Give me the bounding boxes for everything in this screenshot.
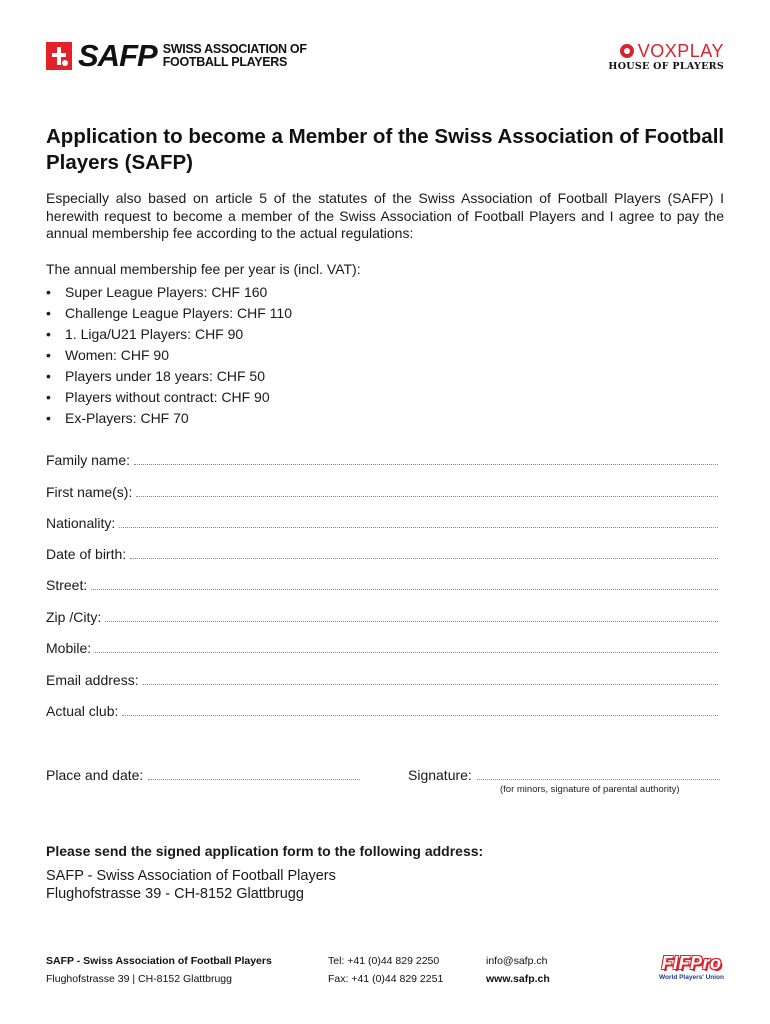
fifpro-tagline: World Players' Union — [659, 974, 724, 981]
first-name-input[interactable] — [136, 484, 718, 497]
footer-org-name: SAFP - Swiss Association of Football Players — [46, 955, 272, 967]
safp-logo — [46, 38, 307, 73]
nationality-field[interactable] — [46, 515, 718, 531]
date-of-birth-label: Date of birth: — [46, 546, 127, 562]
zip-city-field[interactable] — [46, 609, 718, 625]
actual-club-input[interactable] — [122, 703, 718, 716]
actual-club-field[interactable] — [46, 703, 718, 719]
fifpro-word: FIFPro — [661, 953, 722, 973]
signature-label: Signature: — [408, 767, 472, 783]
fee-item: • Players without contract: CHF 90 — [46, 389, 292, 410]
fee-list — [46, 284, 292, 431]
family-name-label: Family name: — [46, 452, 131, 468]
email-field[interactable] — [46, 672, 718, 688]
nationality-label: Nationality: — [46, 515, 116, 531]
footer-fax: Fax: +41 (0)44 829 2251 — [328, 973, 444, 985]
date-of-birth-input[interactable] — [130, 546, 718, 559]
actual-club-label: Actual club: — [46, 703, 119, 719]
mobile-field[interactable] — [46, 640, 718, 656]
footer-street: Flughofstrasse 39 | CH-8152 Glattbrugg — [46, 973, 232, 985]
footer-web-link[interactable]: www.safp.ch — [486, 973, 550, 985]
voxplay-name: VOXPLAY — [637, 41, 724, 61]
zip-city-input[interactable] — [105, 609, 718, 622]
mobile-label: Mobile: — [46, 640, 92, 656]
mobile-input[interactable] — [95, 640, 718, 653]
footer-org — [46, 952, 272, 988]
safp-cross-icon — [46, 42, 72, 70]
first-name-field[interactable] — [46, 484, 718, 500]
family-name-field[interactable] — [46, 452, 718, 468]
address-line: SAFP - Swiss Association of Football Players — [46, 868, 336, 884]
fifpro-logo — [659, 954, 724, 981]
voxplay-logo — [608, 42, 724, 72]
street-label: Street: — [46, 577, 88, 593]
football-icon — [620, 44, 634, 58]
nationality-input[interactable] — [119, 515, 718, 528]
send-heading: Please send the signed application form to the following address: — [46, 843, 484, 859]
place-date-label: Place and date: — [46, 767, 144, 783]
fee-item: • Ex-Players: CHF 70 — [46, 410, 292, 431]
safp-logo-subtitle: SWISS ASSOCIATION OF FOOTBALL PLAYERS — [162, 42, 307, 69]
fee-item: • Players under 18 years: CHF 50 — [46, 368, 292, 389]
date-of-birth-field[interactable] — [46, 546, 718, 562]
email-label: Email address: — [46, 672, 139, 688]
intro-paragraph: Especially also based on article 5 of the statutes of the Swiss Association of Football Players (SAFP) I herewith request to become a member of the Swiss Association of Football Players and I agree to pay the annual membership fee according to the actual regulations: — [46, 190, 724, 241]
fee-heading: The annual membership fee per year is (incl. VAT): — [46, 261, 361, 277]
place-date-field[interactable] — [46, 767, 360, 783]
page-title: Application to become a Member of the Swiss Association of Football Players (SAFP) — [46, 125, 725, 174]
mailing-address — [46, 867, 336, 903]
family-name-input[interactable] — [134, 452, 718, 465]
street-input[interactable] — [91, 577, 718, 590]
signature-note: (for minors, signature of parental authority) — [500, 784, 680, 795]
place-date-input[interactable] — [148, 767, 360, 780]
signature-field[interactable] — [408, 767, 720, 783]
first-name-label: First name(s): — [46, 484, 133, 500]
fee-item: • Women: CHF 90 — [46, 347, 292, 368]
zip-city-label: Zip /City: — [46, 609, 102, 625]
voxplay-tagline: HOUSE OF PLAYERS — [608, 61, 724, 72]
safp-logo-word: SAFP — [78, 38, 157, 73]
address-line: Flughofstrasse 39 - CH-8152 Glattbrugg — [46, 886, 304, 902]
fee-item: • 1. Liga/U21 Players: CHF 90 — [46, 326, 292, 347]
footer-phone — [328, 952, 443, 988]
footer-contact — [486, 952, 550, 988]
footer-email-link[interactable]: info@safp.ch — [486, 955, 548, 967]
fee-item: • Challenge League Players: CHF 110 — [46, 305, 292, 326]
fee-item: • Super League Players: CHF 160 — [46, 284, 292, 305]
footer-tel: Tel: +41 (0)44 829 2250 — [328, 955, 440, 967]
street-field[interactable] — [46, 577, 718, 593]
signature-input[interactable] — [477, 767, 720, 780]
email-input[interactable] — [143, 672, 718, 685]
